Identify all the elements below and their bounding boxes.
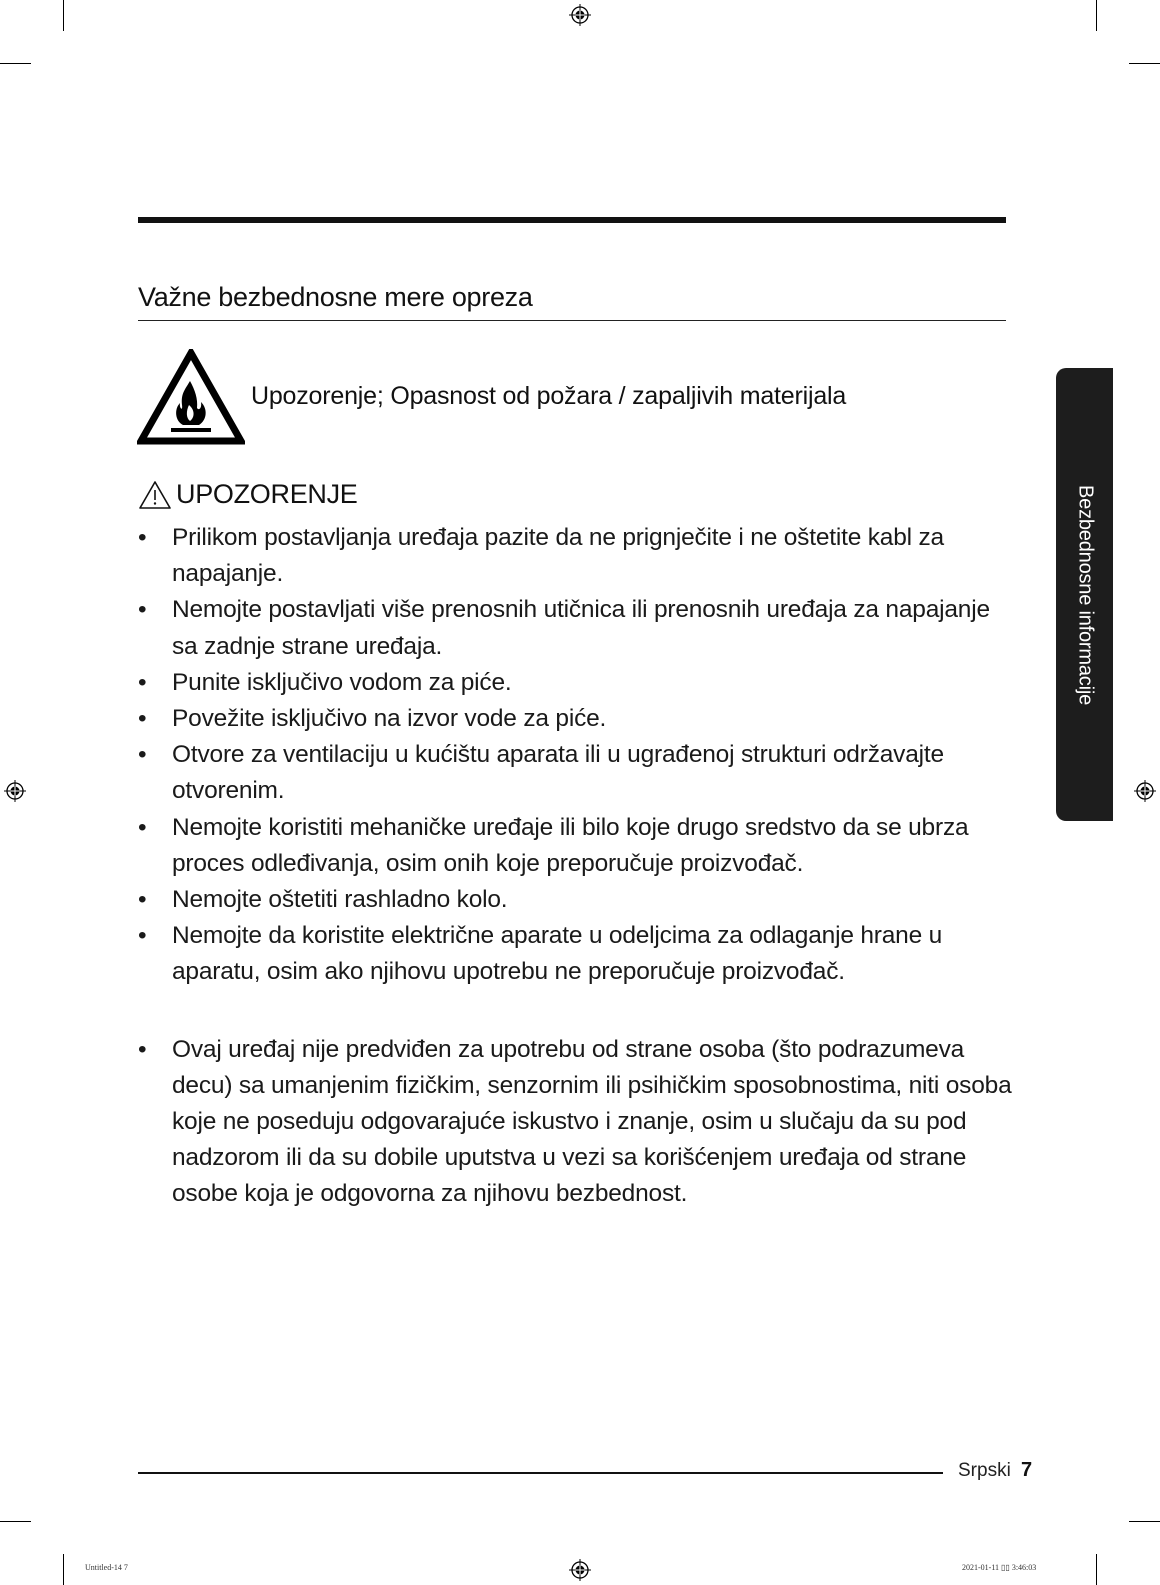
registration-mark-icon [4, 780, 26, 802]
registration-mark-icon [1134, 780, 1156, 802]
warning-heading [138, 479, 358, 510]
list-item-text: Nemojte oštetiti rashladno kolo. [172, 886, 508, 914]
list-item [138, 665, 1018, 701]
list-item-text: Nemojte koristiti mehaničke uređaje ili bilo koje drugo sredstvo da se ubrza proces odleđivanja, osim onih koje preporučuje proizvođač. [172, 813, 969, 877]
list-item-text: Punite isključivo vodom za piće. [172, 668, 512, 696]
list-item [138, 1032, 1018, 1213]
list-item [138, 701, 1018, 737]
fire-hazard-caption: Upozorenje; Opasnost od požara / zapaljivih materijala [251, 382, 847, 410]
warning-heading-label: UPOZORENJE [176, 479, 358, 509]
chapter-side-tab-label: Bezbednosne informacije [1074, 484, 1096, 705]
crop-mark [1096, 1554, 1097, 1585]
fire-hazard-icon [137, 349, 245, 445]
list-item [138, 520, 1018, 592]
warning-list [138, 520, 1018, 1213]
bullet: • [138, 596, 147, 624]
warning-triangle-icon [138, 480, 172, 510]
list-item-text: Otvore za ventilaciju u kućištu aparata ili u ugrađenoj strukturi održavajte otvorenim. [172, 741, 944, 805]
list-item-text: Prilikom postavljanja uređaja pazite da ne prignječite i ne oštetite kabl za napajanje. [172, 524, 944, 588]
print-slug-right: 2021-01-11 ▯▯ 3:46:03 [962, 1563, 1037, 1572]
bullet: • [138, 813, 147, 841]
print-slug-left: Untitled-14 7 [85, 1563, 128, 1572]
bullet: • [138, 705, 147, 733]
page-number: 7 [1021, 1459, 1033, 1481]
list-item [138, 737, 1018, 809]
bullet: • [138, 1035, 147, 1063]
registration-mark-icon [569, 1559, 591, 1581]
registration-mark-icon [569, 4, 591, 26]
crop-mark [1129, 63, 1160, 64]
chapter-side-tab [1056, 368, 1113, 821]
header-rule [138, 217, 1006, 223]
footer-rule [138, 1472, 943, 1474]
crop-mark [1129, 1521, 1160, 1522]
footer-language: Srpski [958, 1460, 1011, 1481]
list-item-text: Povežite isključivo na izvor vode za piće. [172, 705, 607, 733]
crop-mark [0, 63, 31, 64]
crop-mark [1096, 0, 1097, 31]
bullet: • [138, 668, 147, 696]
list-item [138, 592, 1018, 664]
list-item [138, 882, 1018, 918]
list-item-text: Nemojte da koristite električne aparate u odeljcima za odlaganje hrane u aparatu, osim ako njihovu upotrebu ne preporučuje proizvođač. [172, 922, 943, 986]
list-item-text: Ovaj uređaj nije predviđen za upotrebu od strane osoba (što podrazumeva decu) sa umanjenim fizičkim, senzornim ili psihičkim sposobnostima, niti osoba koje ne poseduju odgovarajuće iskustvo i znanje, osim u slučaju da su pod nadzorom ili da su dobile uputstva u vezi sa korišćenjem uređaja od strane osobe koja je odgovorna za njihovu bezbednost. [172, 1035, 1012, 1208]
bullet: • [138, 922, 147, 950]
section-title: Važne bezbednosne mere opreza [138, 282, 533, 312]
crop-mark [63, 1554, 64, 1585]
bullet: • [138, 741, 147, 769]
crop-mark [0, 1521, 31, 1522]
crop-mark [63, 0, 64, 31]
list-item [138, 810, 1018, 882]
list-item-text: Nemojte postavljati više prenosnih utičnica ili prenosnih uređaja za napajanje sa zadnje strane uređaja. [172, 596, 990, 660]
bullet: • [138, 524, 147, 551]
bullet: • [138, 886, 147, 914]
list-item [138, 918, 1018, 990]
section-title-underline [138, 320, 1006, 321]
